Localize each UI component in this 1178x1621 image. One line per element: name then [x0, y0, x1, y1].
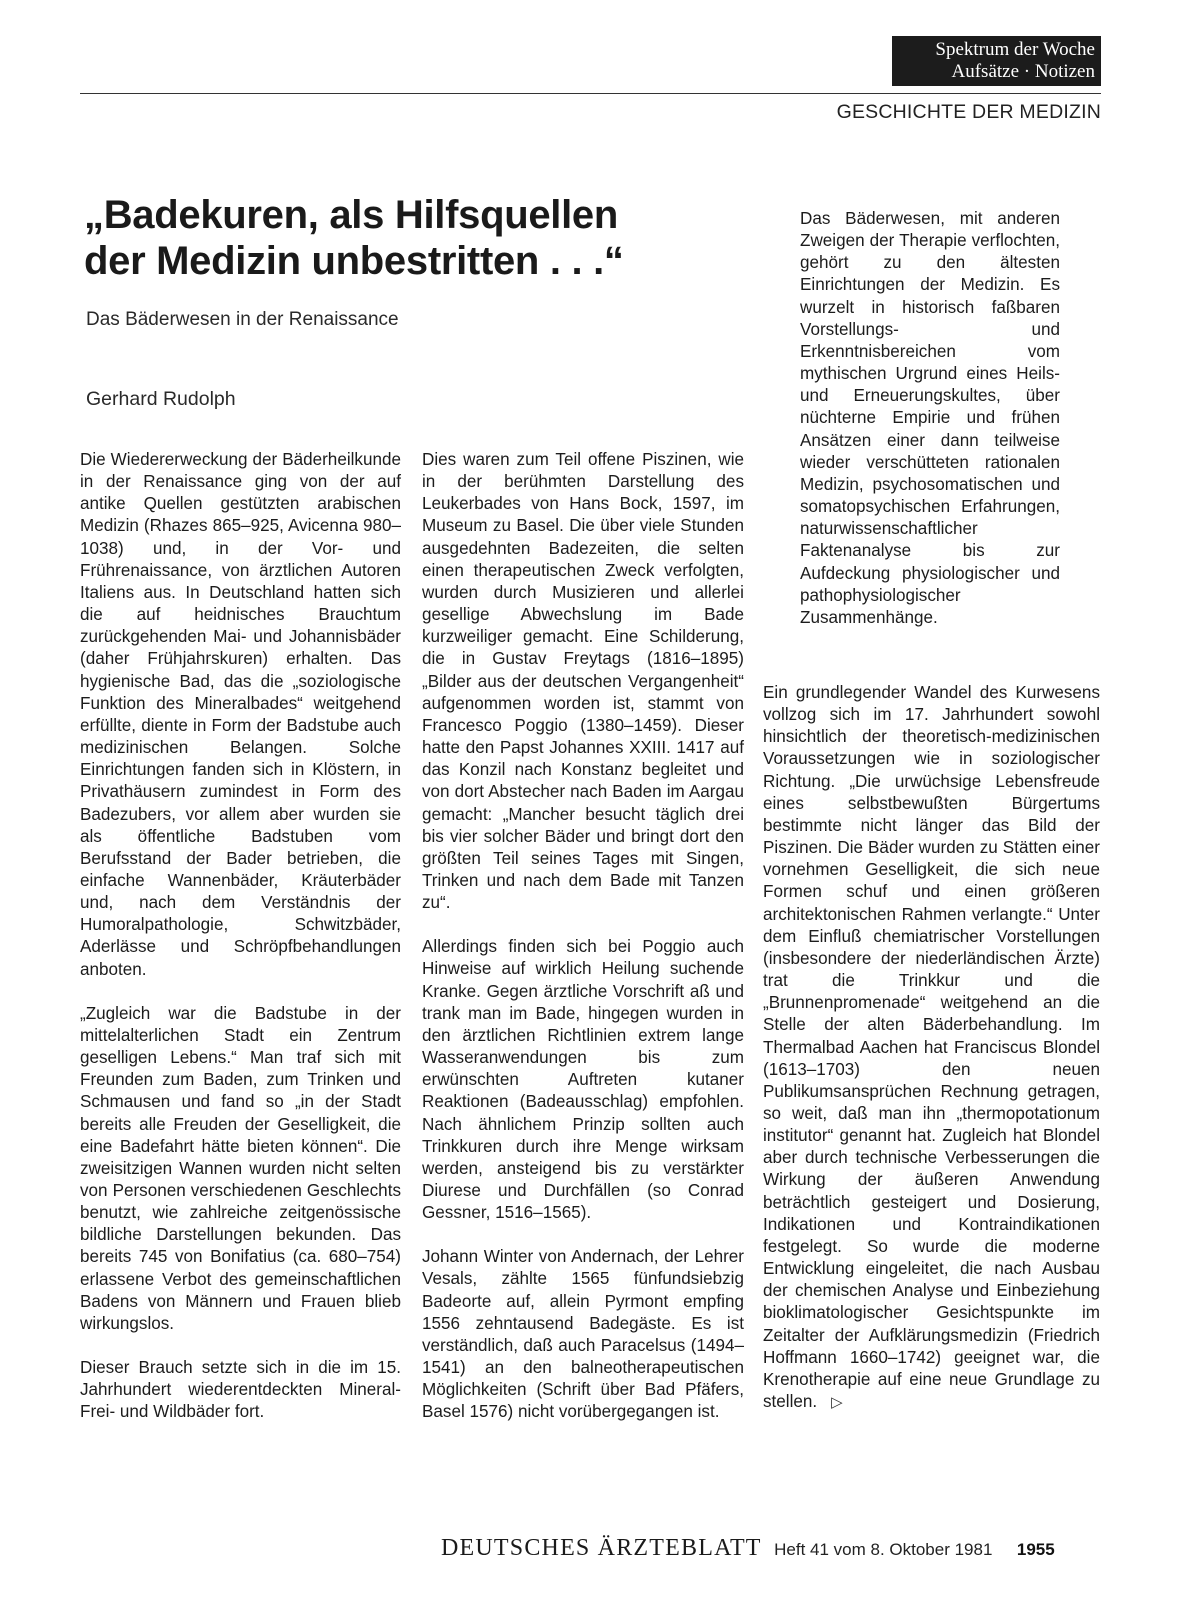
- article-subtitle: Das Bäderwesen in der Renaissance: [86, 309, 399, 330]
- issue-info: Heft 41 vom 8. Oktober 1981: [774, 1540, 993, 1559]
- rubric-badge: [892, 36, 1101, 86]
- text-column-1: [80, 449, 401, 1424]
- page-number: 1955: [1016, 1540, 1055, 1559]
- page-footer: [441, 1535, 1101, 1562]
- article-author: Gerhard Rudolph: [86, 388, 236, 410]
- play-arrow-icon: ▷: [831, 1394, 843, 1411]
- paragraph: Dies waren zum Teil offene Piszinen, wie in der berühmten Darstellung des Leukerbades von Hans Bock, 1597, im Museum zu Basel. Die über viele Stunden ausgedehnten Badezeiten, die selten einen therapeutischen Zweck verfolgten, wurden durch Musizieren und allerlei gesellige Abwechslung im Bade kurzweiliger gemacht. Eine Schilderung, die in Gustav Freytags (1816–1895) „Bilder aus der deutschen Vergangenheit“ aufgenommen worden ist, stammt von Francesco Poggio (1380–1459). Dieser hatte den Papst Johannes XXIII. 1417 auf das Konzil nach Konstanz begleitet und von dort Abstecher nach Baden im Aargau gemacht: „Mancher besucht täglich drei bis vier solcher Bäder und bringt dort den größten Teil seines Tages mit Singen, Trinken und nach dem Bade mit Tanzen zu“.: [422, 450, 744, 913]
- intro-box: [800, 208, 1060, 629]
- rubric-line-1: Spektrum der Woche: [935, 39, 1095, 60]
- text-column-3: [763, 682, 1100, 1414]
- intro-paragraph: Das Bäderwesen, mit anderen Zweigen der Therapie verflochten, gehört zu den ältesten Einrichtungen der Medizin. Es wurzelt in historisch faßbaren Vorstellungs- und Erkenntnisbereichen vom mythischen Urgrund eines Heils- und Erneuerungskultes, über nüchterne Empirie und frühen Ansätzen einer dann teilweise wieder verschütteten rationalen Medizin, psychosomatischen und somatopsychischen Erfahrungen, naturwissenschaftlicher Faktenanalyse bis zur Aufdeckung physiologischer und pathophysiologischer Zusammenhänge.: [800, 209, 1060, 627]
- title-line-1: „Badekuren, als Hilfsquellen: [84, 193, 618, 237]
- paragraph: Johann Winter von Andernach, der Lehrer Vesals, zählte 1565 fünfundsiebzig Badeorte auf, allein Pyrmont empfing 1556 zehntausend Badegäste. Es ist verständlich, daß auch Paracelsus (1494–1541) an den balneotherapeutischen Möglichkeiten (Schrift über Bad Pfäfers, Basel 1576) nicht vorübergegangen ist.: [422, 1247, 744, 1422]
- paragraph: Allerdings finden sich bei Poggio auch Hinweise auf wirklich Heilung suchende Kranke. Gegen ärztliche Vorschrift aß und trank man im Bade, hingegen wurden in den ärztlichen Richtlinien extrem lange Wasseranwendungen bis zum erwünschten Auftreten kutaner Reaktionen (Badeausschlag) empfohlen. Nach ähnlichem Prinzip sollten auch Trinkkuren durch ihre Menge wirksam werden, ansteigend bis zu verstärkter Diurese und Durchfällen (so Conrad Gessner, 1516–1565).: [422, 937, 744, 1223]
- title-line-2: der Medizin unbestritten . . .“: [84, 239, 624, 283]
- section-heading: GESCHICHTE DER MEDIZIN: [836, 101, 1101, 123]
- article-title: [84, 192, 674, 284]
- paragraph: „Zugleich war die Badstube in der mittelalterlichen Stadt ein Zentrum geselligen Lebens.“ Man traf sich mit Freunden zum Baden, zum Trinken und Schmausen und fand so „in der Stadt bereits alle Freuden der Geselligkeit, die eine Badefahrt hätte bieten können“. Die zweisitzigen Wannen wurden nicht selten von Personen verschiedenen Geschlechts benutzt, wie zahlreiche zeitgenössische bildliche Darstellungen bekunden. Das bereits 745 von Bonifatius (ca. 680–754) erlassene Verbot des gemeinschaftlichen Badens von Männern und Frauen blieb wirkungslos.: [80, 1003, 401, 1333]
- text-column-2: [422, 449, 744, 1424]
- paragraph-text: Ein grundlegender Wandel des Kurwesens vollzog sich im 17. Jahrhundert sowohl hinsichtlich der theoretisch-medizinischen Voraussetzungen wie in soziologischer Richtung. „Die urwüchsige Lebensfreude eines selbstbewußten Bürgertums bestimmte nicht länger das Bild der Piszinen. Die Bäder wurden zu Stätten einer vornehmen Geselligkeit, die sich neue Formen schuf und einen größeren architektonischen Rahmen verlangte.“ Unter dem Einfluß chemiatrischer Vorstellungen (insbesondere der niederländischen Ärzte) trat die Trinkkur und die „Brunnenpromenade“ weitgehend an die Stelle der alten Bäderbehandlung. Im Thermalbad Aachen hat Franciscus Blondel (1613–1703) den neuen Publikumsansprüchen Rechnung getragen, so weit, daß man ihn „thermopotationum institutor“ genannt hat. Zugleich hat Blondel aber durch technische Verbesserungen die Wirkung der äußeren Anwendung beträchtlich gesteigert und Dosierung, Indikationen und Kontraindikationen festgelegt. So wurde die moderne Entwicklung eingeleitet, die nach Ausbau der chemischen Analyse und Einbeziehung bioklimatologischer Gesichtspunkte im Zeitalter der Aufklärungsmedizin (Friedrich Hoffmann 1660–1742) geeignet war, die Krenotherapie auf eine neue Grundlage zu stellen.: [763, 683, 1100, 1411]
- journal-name: DEUTSCHES ÄRZTEBLATT: [441, 1535, 762, 1561]
- paragraph: [763, 682, 1100, 1414]
- rubric-line-2: Aufsätze · Notizen: [951, 61, 1095, 82]
- header-rule: [80, 93, 1101, 94]
- paragraph: Die Wiedererweckung der Bäderheilkunde in der Renaissance ging von der auf antike Quellen gestützten arabischen Medizin (Rhazes 865–925, Avicenna 980–1038) und, in der Vor- und Frührenaissance, von ärztlichen Autoren Italiens aus. In Deutschland hatten sich die auf heidnisches Brauchtum zurückgehenden Mai- und Johannisbäder (daher Frühjahrskuren) erhalten. Das hygienische Bad, das die „soziologische Funktion des Mineralbades“ weitgehend erfüllte, diente in Form der Badstube auch medizinischen Belangen. Solche Einrichtungen fanden sich in Klöstern, in Privathäusern zumindest in Form des Badezubers, vor allem aber wurden sie als öffentliche Badstuben vom Berufsstand der Bader betrieben, die einfache Wannenbäder, Kräuterbäder und, nach dem Verständnis der Humoralpathologie, Schwitzbäder, Aderlässe und Schröpfbehandlungen anboten.: [80, 450, 401, 979]
- paragraph: Dieser Brauch setzte sich in die im 15. Jahrhundert wiederentdeckten Mineral-Frei- und Wildbäder fort.: [80, 1358, 401, 1422]
